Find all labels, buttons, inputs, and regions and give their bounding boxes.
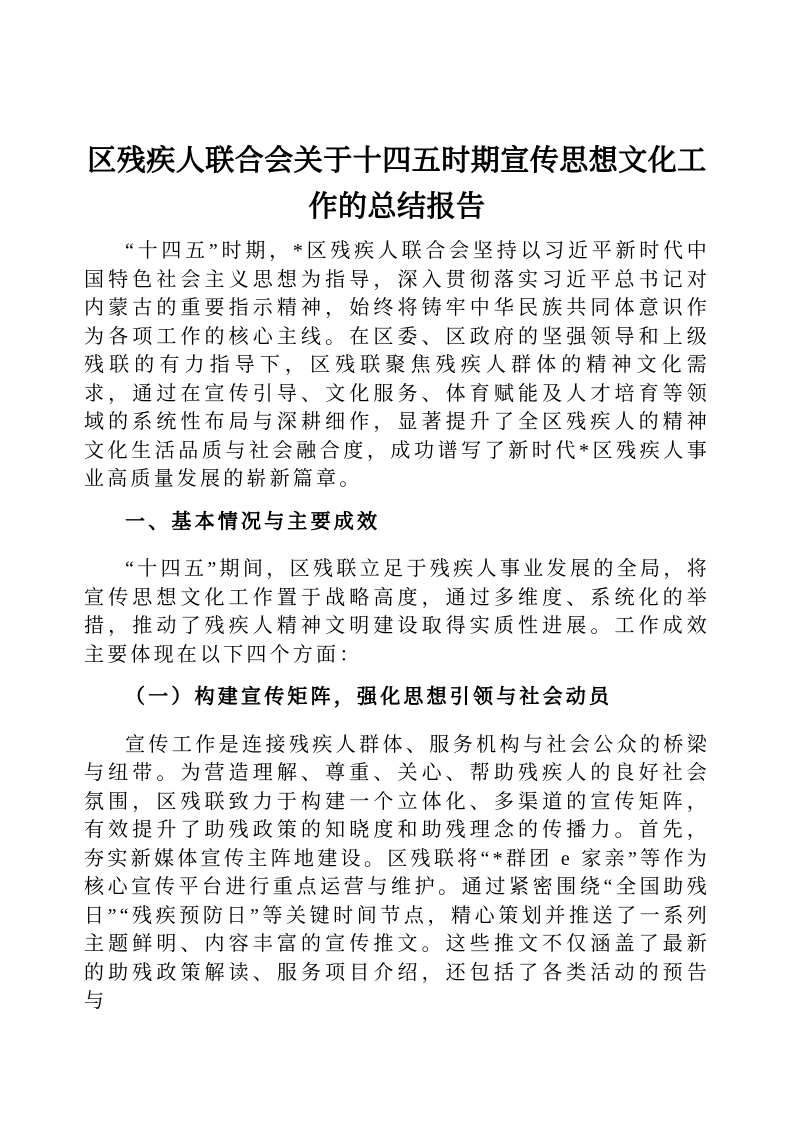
paragraph-overview: “十四五”期间，区残联立足于残疾人事业发展的全局，将宣传思想文化工作置于战略高度，通过多维度、系统化的举措，推动了残疾人精神文明建设取得实质性进展。工作成效主要体现在以下四个方面： [84,558,710,666]
subsection-heading-publicity-matrix: （一）构建宣传矩阵，强化思想引领与社会动员 [125,686,613,708]
document-title: 区残疾人联合会关于十四五时期宣传思想文化工作的总结报告 [87,145,707,223]
section-heading-basic-situation: 一、基本情况与主要成效 [125,510,381,533]
paragraph-publicity-matrix: 宣传工作是连接残疾人群体、服务机构与社会公众的桥梁与纽带。为营造理解、尊重、关心、帮助残疾人的良好社会氛围，区残联致力于构建一个立体化、多渠道的宣传矩阵，有效提升了助残政策的知晓度和助残理念的传播力。首先，夯实新媒体宣传主阵地建设。区残联将“*群团 e 家亲”等作为核心宣传平台进行重点运营与维护。通过紧密围绕“全国助残日”“残疾预防日”等关键时间节点，精心策划并推送了一系列主题鲜明、内容丰富的宣传推文。这些推文不仅涵盖了最新的助残政策解读、服务项目介绍，还包括了各类活动的预告与 [84,733,710,1012]
paragraph-intro: “十四五”时期，*区残疾人联合会坚持以习近平新时代中国特色社会主义思想为指导，深入贯彻落实习近平总书记对内蒙古的重要指示精神，始终将铸牢中华民族共同体意识作为各项工作的核心主线。在区委、区政府的坚强领导和上级残联的有力指导下，区残联聚焦残疾人群体的精神文化需求，通过在宣传引导、文化服务、体育赋能及人才培育等领域的系统性布局与深耕细作，显著提升了全区残疾人的精神文化生活品质与社会融合度，成功谱写了新时代*区残疾人事业高质量发展的崭新篇章。 [84,240,710,490]
